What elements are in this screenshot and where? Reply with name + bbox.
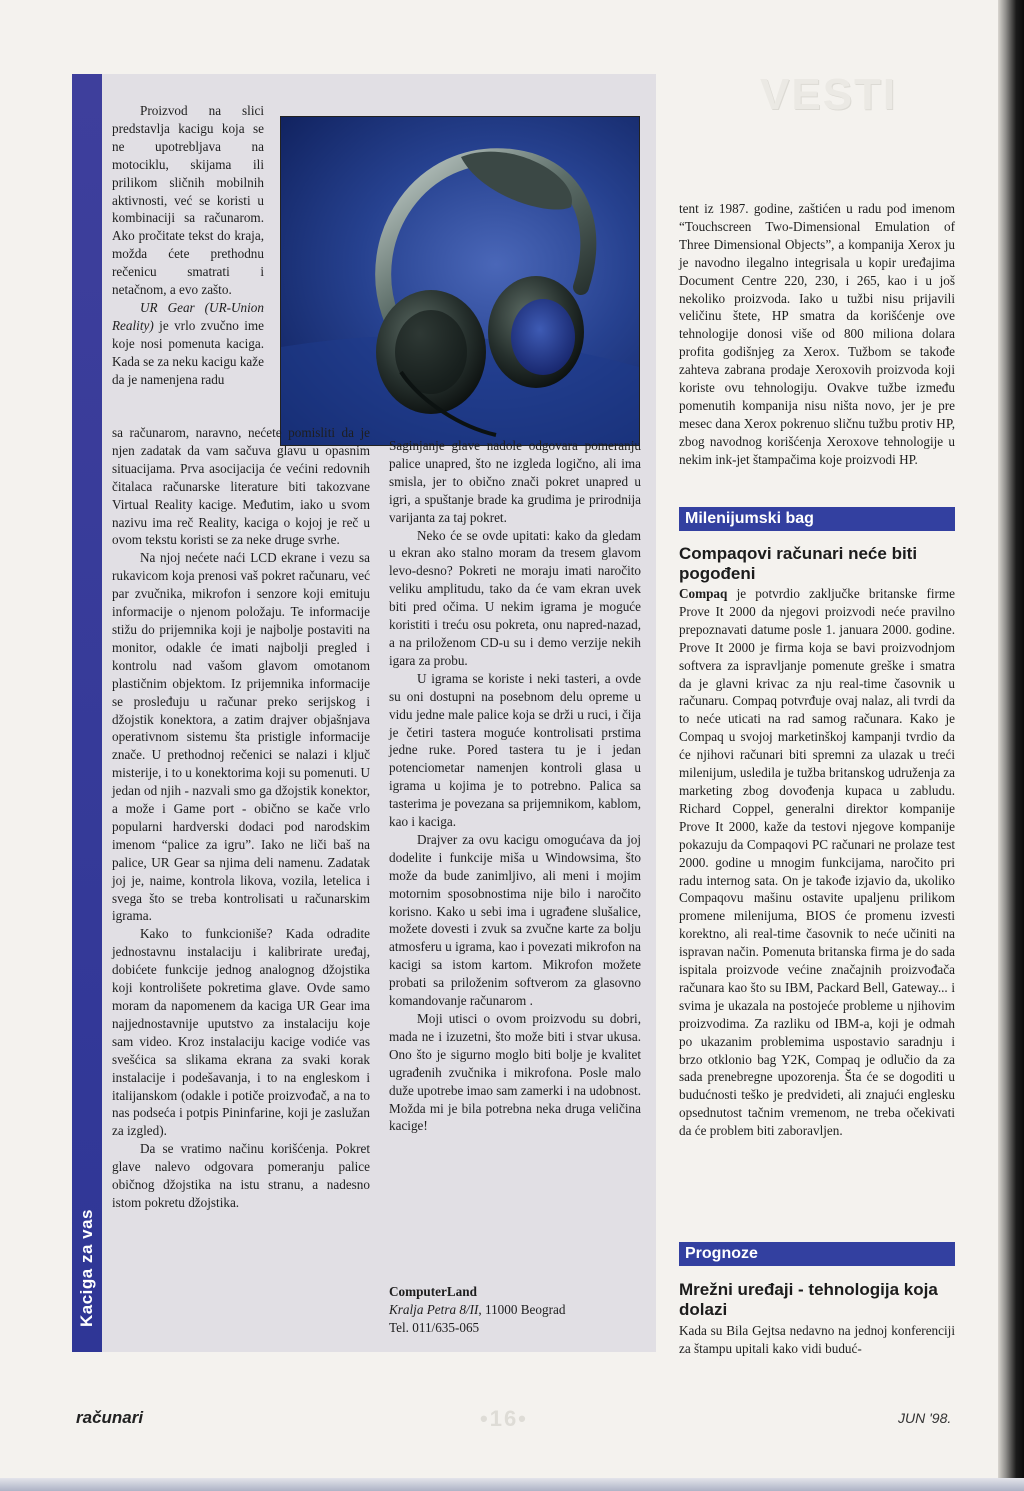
section-title-vesti: VESTI — [760, 70, 898, 119]
contact-address-line — [389, 1301, 641, 1319]
headset-illustration — [281, 117, 639, 445]
page-edge-shadow — [998, 0, 1024, 1491]
news-column-forecast — [679, 1322, 955, 1358]
paragraph: Kada su Bila Gejtsa nedavno na jednoj konferenciji za štampu upitali kako vidi buduć- — [679, 1323, 955, 1356]
paragraph: Neko će se ovde upitati: kako da gledam u ekran ako stalno moram da tresem glavom levo-desno? Pokreti ne moraju imati naročito veliku amplitudu, tako da će vam ekran uvek biti pred očima. U nekim igrama je moguće koristiti i treću osu pokreta, onu napred-nazad, a na priloženom CD-u su i demo verzije nekih igara za probu. — [389, 527, 641, 668]
article-column-b — [389, 437, 641, 1135]
paragraph: Moji utisci o ovom proizvodu su dobri, mada ne i izuzetni, što može biti i stvar ukusa. Ono što je sigurno moglo biti bolje je kvalitet ugrađenih zvučnika i mikrofona. Posle malo duže upotrebe imao sam zamerki i na udobnost. Možda mi je bila potrebna neka druga veličina kacige! — [389, 1011, 641, 1134]
footer-issue-date: JUN '98. — [898, 1410, 952, 1426]
news-column-continued — [679, 200, 955, 469]
paragraph — [679, 585, 955, 1140]
article-column-a-bottom — [112, 424, 370, 1212]
paragraph: tent iz 1987. godine, zaštićen u radu pod imenom “Touchscreen Two-Dimensional Emulation of Three Dimensional Objects”, a kompanija Xerox ju je navodno ilegalno integrisala u kopir uređajima Document Centre 220, 230, i 265, kao i u još nekoliko proizvoda. Iako u tužbi nisu prijavili veličinu štete, HP smatra da korišćenje ove tehnologije donosi više od 800 miliona dolara profita godišnjeg za Xerox. Tužbom se takođe zahteva zabrana prodaje Xeroxovih proizvoda koji koriste ovu tehnologiju. Ovakve tužbe između pomenutih kompanija nisu ništa novo, jer je pre mesec dana Xerox pokrenuo sličnu tužbu protiv HP, zbog navodnog korišćenja Xeroxove tehnologije u nekim ink-jet štampačima koje proizvodi HP. — [679, 201, 955, 467]
contact-block — [389, 1283, 641, 1337]
section-bar-forecast: Prognoze — [679, 1242, 955, 1266]
sidebar-label-text: Kaciga za vas — [77, 1208, 97, 1328]
paragraph — [112, 299, 264, 389]
contact-city: , 11000 Beograd — [478, 1301, 566, 1317]
product-name: UR Gear (UR-Union Reality) — [112, 299, 264, 333]
paragraph: Proizvod na slici predstavlja kacigu koja se ne upotrebljava na motociklu, skijama ili prilikom sličnih mobilnih aktivnosti, već se koristi u kombinaciji sa računarom. Ako pročitate tekst do kraja, možda ćete prethodnu rečenicu smatrati i netačnom, a evo zašto. — [112, 103, 264, 298]
paragraph: Na njoj nećete naći LCD ekrane i vezu sa rukavicom koja prenosi vaš pokret računaru, već par zvučnika, mikrofon i senzore koji emituju informacije o njenom položaju. Te informacije stižu do prijemnika koji je najbolje postaviti na monitor, odakle će imati najbolji pregled i kontrolu nad vašom glavom omotanom plastičnim objektom. Iz prijemnika informacije se prosleđuju u računar preko serijskog i džojstik konektora, a zatim drajver objašnjava operativnom sistemu šta pristigle informacije znače. U prethodnoj rečenici se nalazi i ključ misterije, i to u konektorima koji su pomenuti. U jedan od njih - nazvali smo ga džojstik konektor, a može i Game port - obično se kače vrlo popularni hardverski dodaci pod narodskim imenom “palice za igru”. Iako ne liči baš na palice, UR Gear sa njima deli namenu. Zadatak joj je, naime, kontrola likova, vozila, letelica i svega što se treba kontrolisati u računarskim igrama. — [112, 550, 370, 924]
headline-network-devices: Mrežni uređaji - tehnologija koja dolazi — [679, 1280, 938, 1319]
contact-address: Kralja Petra 8/II — [389, 1301, 479, 1317]
paragraph-text: je potvrdio zaključke britanske firme Prove It 2000 da njegovi proizvodi neće pravilno prepoznavati datume posle 1. januara 2000. godine. Prove It 2000 je firma koja se bavi proizvodnjom softvera za ispravljanje pomenute greške i smatra da je glavni krivac za nju real-time časovnik u računaru. Compaq potvrđuje ovaj nalaz, ali tvrdi da to neće uticati na rad samog računara. Kako je Compaq u svojoj marketinškoj kampanji tvrdio da će njihovi računari biti spremni za ulazak u treći milenijum, usledila je tužba britanskog udruženja za marketing zbog dovođenja kupaca u zabludu. Richard Coppel, generalni direktor kompanije Prove It 2000, kaže da testovi njegove kompanije pokazuju da Compaqovi PC računari ne prolaze test 2000. godine u mnogim funkcijama, naročito pri radu internog sata. On je takođe izjavio da, ukoliko Compaqovu mašinu ostavite upaljenu prilikom promene milenijuma, BIOS će promenu izvesti korektno, ali real-time časovnik to neće učiniti na ispravan način. Pomenuta britanska firma je do sada ispitala proizvode većine značajnih proizvođača računara kao što su IBM, Packard Bell, Gateway... i svima je ukazala na postojeće probleme u njihovim proizvodima. Za razliku od IBM-a, koji je odmah po ukazanim problemima uspostavio saradnju i brzo otklonio bag Y2K, Compaq je odlučio da za sada prenebregne upozorenja. Šta će se dogoditi u budućnosti teško je predvideti, ali znajući englesku opsednutost tačnim vremenom, ne treba očekivati da će problem biti zaboravljen. — [679, 586, 955, 1139]
news-column-compaq — [679, 585, 955, 1140]
paragraph: U igrama se koriste i neki tasteri, a ovde su oni dostupni na posebnom delu opreme u vidu jedne male palice koja se drži u ruci, i čija je četiri tastera moguće kontrolisati prstima jedne ruke. Pored tastera tu je i jedan potenciometar namenjen kontroli glasa u igrama u kojima je to potrebno. Palica sa tasterima je povezana sa prijemnikom, kablom, kao i kaciga. — [389, 670, 641, 830]
section-bar-millennium: Milenijumski bag — [679, 507, 955, 531]
paragraph-text: je vrlo zvučno ime koje nosi pomenuta kaciga. Kada se za neku kacigu kaže da je namenjena radu — [112, 317, 264, 387]
sidebar-label-bar — [72, 74, 102, 1352]
paragraph: Kako to funkcioniše? Kada odradite jednostavnu instalaciju i kalibrirate uređaj, dobićete funkcije jednog analognog džojstika koji kontrolišete pokretima glave. Ovde samo moram da napomenem da kaciga UR Gear ima najjednostavnije uputstvo za instalaciju koje sam video. Kroz instalaciju kacige vodiće vas svešćica sa slikama ekrana za svaki korak instalacije i podešavanja, i to na engleskom i italijanskom (odakle i potiče proizvođač, a na to nas podseća i potpis Pininfarine, koji je zaslužan za izgled). — [112, 926, 370, 1139]
article-column-a-top — [112, 102, 264, 389]
contact-company: ComputerLand — [389, 1284, 477, 1299]
bottom-cover-strip — [0, 1478, 1024, 1491]
paragraph: sa računarom, naravno, nećete pomisliti da je njen zadatak da vam sačuva glavu u opasnim situacijama. Prva asocijacija će većini redovnih čitalaca računarske literature biti takozvane Virtual Reality kacige. Međutim, iako u svom nazivu ima reč Reality, kaciga o kojoj je reč u ovom tekstu koristi se za neke druge svrhe. — [112, 425, 370, 548]
footer-page-number: •16• — [480, 1406, 528, 1431]
sidebar-label — [74, 1182, 100, 1342]
paragraph: Da se vratimo načinu korišćenja. Pokret glave nalevo odgovara pomeranju palice običnog džojstika na istu stranu, a nadesno istom pokretu džojstika. — [112, 1141, 370, 1210]
paragraph: Drajver za ovu kacigu omogućava da joj dodelite i funkcije miša u Windowsima, što može da bude zanimljivo, ali meni i mojim motornim sposobnostima nije bilo i naročito korisno. Kako u sebi ima i ugrađene slušalice, možete dovesti i zvuk sa zvučne karte za bolju atmosferu u igrama, kao i povezati mikrofon na kacigi sa istom kartom. Mikrofon možete probati sa priloženim softverom za glasovno komandovanje računarom . — [389, 831, 641, 1009]
paragraph: Saginjanje glave nadole odgovara pomeranju palice unapred, što ne izgleda logično, ali ima smisla, jer to obično znači pokret unapred u igri, a spuštanje brade ka grudima je prirodnija varijanta za taj pokret. — [389, 438, 641, 525]
contact-phone: Tel. 011/635-065 — [389, 1319, 480, 1335]
headline-compaq: Compaqovi računari neće biti pogođeni — [679, 544, 918, 583]
lead-word: Compaq — [679, 586, 728, 601]
headset-photo — [280, 116, 640, 446]
footer-magazine-name: računari — [76, 1408, 144, 1427]
